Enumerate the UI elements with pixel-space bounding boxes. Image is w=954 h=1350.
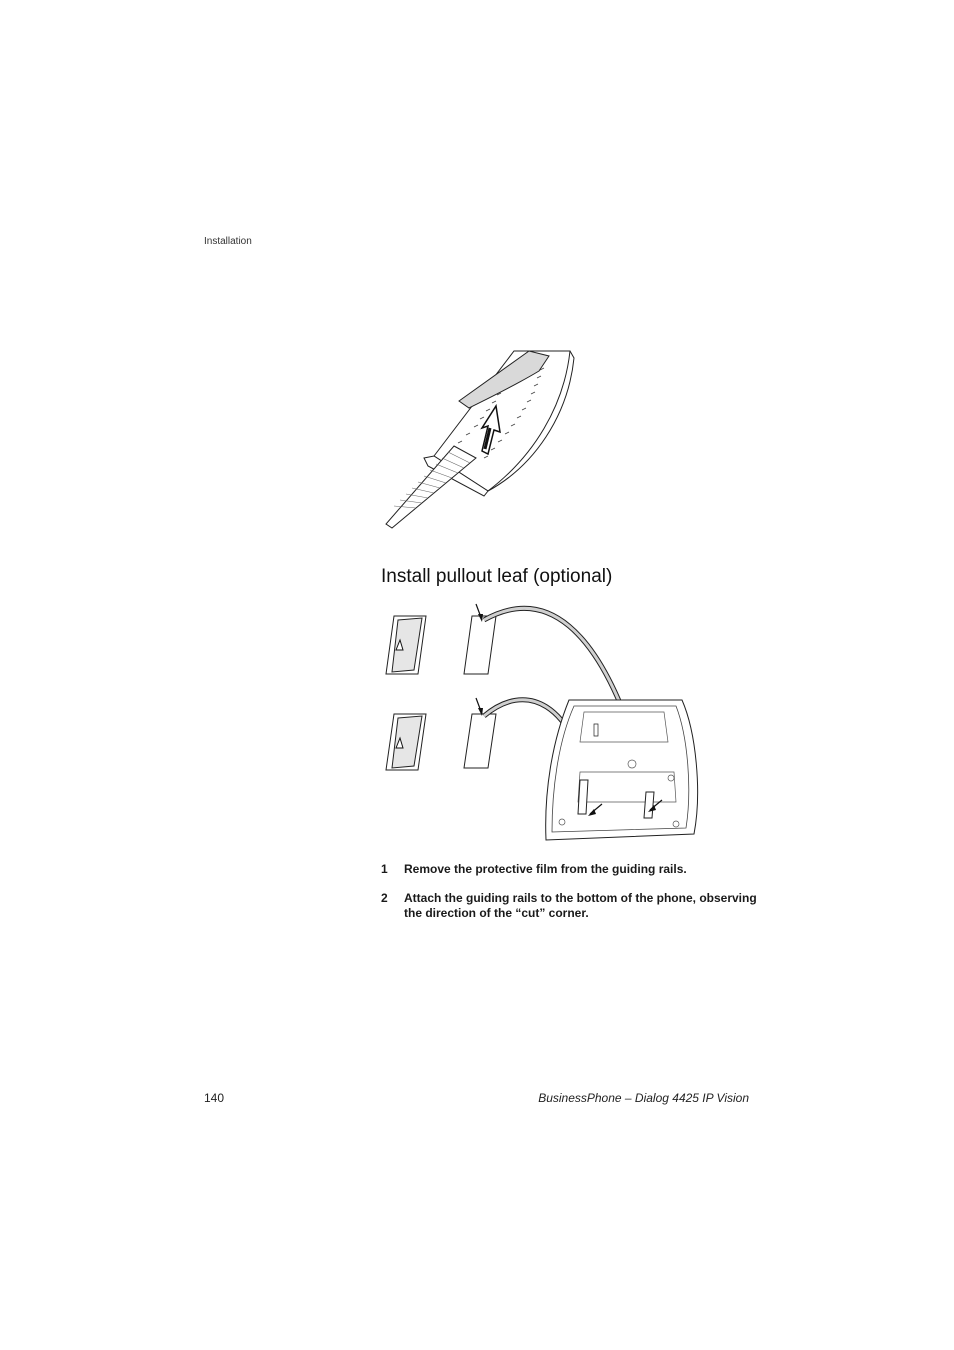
- guiding-rails-illustration: [384, 602, 714, 842]
- step-number: 2: [381, 891, 388, 905]
- list-item: [381, 862, 761, 877]
- instruction-steps: [381, 862, 761, 935]
- step-text: Remove the protective film from the guiding rails.: [404, 862, 687, 876]
- step-text: Attach the guiding rails to the bottom of the phone, observing the direction of the “cut” corner.: [404, 891, 757, 920]
- page-number: 140: [204, 1091, 225, 1105]
- section-header: Installation: [204, 236, 252, 247]
- section-heading: Install pullout leaf (optional): [381, 566, 613, 587]
- list-item: [381, 891, 761, 921]
- step-number: 1: [381, 862, 388, 876]
- card-insertion-illustration: [384, 346, 584, 536]
- document-title: BusinessPhone – Dialog 4425 IP Vision: [538, 1091, 749, 1105]
